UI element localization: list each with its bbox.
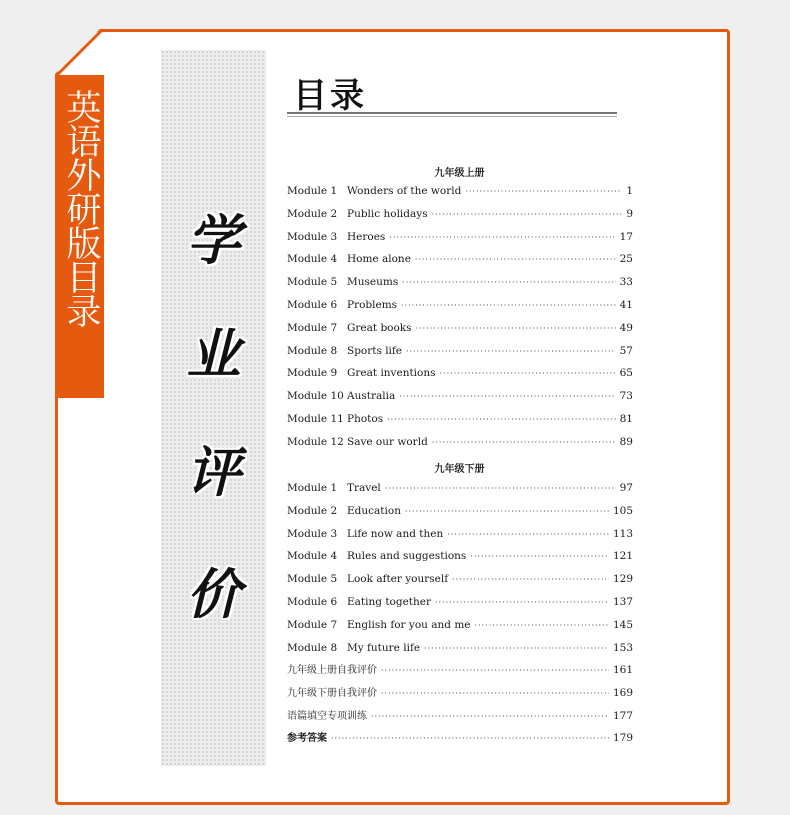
toc-entry-leader <box>406 344 616 360</box>
toc-entry[interactable] <box>287 365 633 381</box>
toc-entry-module: Module 3 <box>287 230 338 243</box>
toc-entry-module: Module 2 <box>287 504 338 517</box>
decorative-char-3: 评 <box>186 440 241 504</box>
toc-entry-title: Save our world <box>347 435 428 448</box>
toc-entry-page: 49 <box>619 321 633 334</box>
toc-entry[interactable] <box>287 434 633 450</box>
toc-entry[interactable] <box>287 183 633 199</box>
toc-entry-title: Home alone <box>347 253 411 266</box>
toc-entry-page: 17 <box>619 230 633 243</box>
toc-entry[interactable] <box>287 411 633 427</box>
toc-entry[interactable] <box>287 274 633 290</box>
toc-entry-title: Public holidays <box>347 207 428 220</box>
title-rule-thin <box>287 116 617 117</box>
toc-entry-title: Museums <box>347 276 399 289</box>
toc-entry-module: Module 4 <box>287 550 338 563</box>
toc-entry-module: Module 2 <box>287 207 338 220</box>
toc-entry-leader <box>432 207 623 223</box>
toc-entry-leader <box>405 504 609 520</box>
toc-entry-title: Great inventions <box>347 367 436 380</box>
toc-entry[interactable] <box>287 320 633 336</box>
toc-entry-page: 1 <box>626 185 633 197</box>
toc-entry-page: 179 <box>612 732 633 745</box>
toc-entry-leader <box>470 549 609 565</box>
toc-entry[interactable] <box>287 343 633 359</box>
toc-entry-title: Heroes <box>347 230 386 243</box>
toc-entry-leader <box>465 184 622 200</box>
toc-entry-page: 153 <box>612 641 633 654</box>
page-title: 目录 <box>293 76 367 116</box>
toc-entry[interactable] <box>287 526 633 542</box>
toc-entry[interactable] <box>287 548 633 564</box>
toc-entry-module: Module 9 <box>287 367 338 380</box>
toc-entry-title: Life now and then <box>347 527 444 540</box>
side-tab-label: 英语外研版目录 <box>61 89 101 327</box>
toc-entry-module: Module 3 <box>287 527 338 540</box>
toc-entry-page: 81 <box>619 413 633 425</box>
toc-entry-title: Sports life <box>347 344 403 357</box>
toc-entry-leader <box>415 252 616 268</box>
toc-entry-title: My future life <box>347 641 421 654</box>
toc-entry-leader <box>432 435 616 451</box>
toc-entry-title: 九年级下册自我评价 <box>287 687 377 699</box>
toc-entry-module: Module 4 <box>287 253 338 266</box>
toc-entry[interactable] <box>287 503 633 519</box>
decorative-strip <box>161 50 266 766</box>
toc-entry-title: English for you and me <box>347 618 471 631</box>
toc-entry-page: 129 <box>612 573 633 586</box>
toc-entry[interactable] <box>287 229 633 245</box>
toc-entry-module: Module 7 <box>287 321 338 334</box>
toc-entry-leader <box>447 527 609 543</box>
toc-entry-title: Travel <box>347 482 381 494</box>
toc-entry-leader <box>371 709 609 725</box>
toc-entry-leader <box>440 366 616 382</box>
toc-entry-page: 113 <box>612 527 633 540</box>
toc-entry-leader <box>435 595 609 611</box>
toc-entry-page: 65 <box>619 367 633 380</box>
section-heading-upper: 九年级上册 <box>434 168 485 179</box>
toc-entry-leader <box>381 686 609 702</box>
toc-entry[interactable] <box>287 730 633 746</box>
toc-entry[interactable] <box>287 480 633 496</box>
toc-entry-page: 121 <box>612 550 633 563</box>
toc-entry-title: Wonders of the world <box>347 185 462 197</box>
toc-entry-module: Module 12 <box>287 435 344 448</box>
toc-entry-leader <box>416 321 616 337</box>
toc-entry-leader <box>424 641 609 657</box>
toc-entry-title: Rules and suggestions <box>347 550 467 563</box>
toc-entry-page: 57 <box>619 344 633 357</box>
toc-entry-leader <box>399 389 615 405</box>
toc-entry-page: 73 <box>619 390 633 403</box>
toc-entry-module: Module 6 <box>287 596 338 608</box>
toc-entry-page: 169 <box>612 686 633 699</box>
toc-entry[interactable] <box>287 571 633 587</box>
toc-entry-module: Module 8 <box>287 344 338 357</box>
toc-entry-leader <box>331 731 609 747</box>
toc-entry[interactable] <box>287 708 633 724</box>
toc-entry-page: 161 <box>612 664 633 676</box>
toc-entry-title: Education <box>347 504 401 517</box>
toc-entry-leader <box>385 481 616 497</box>
toc-entry-page: 97 <box>619 482 633 494</box>
toc-entry-module: Module 6 <box>287 299 338 311</box>
toc-entry-leader <box>452 572 609 588</box>
toc-entry-page: 137 <box>612 596 633 608</box>
toc-entry-page: 145 <box>612 618 633 631</box>
toc-entry-page: 105 <box>612 504 633 517</box>
toc-entry-title: 语篇填空专项训练 <box>287 710 367 722</box>
toc-entry-module: Module 11 <box>287 413 344 425</box>
toc-entry[interactable] <box>287 206 633 222</box>
toc-entry-page: 177 <box>612 709 633 722</box>
section-heading-lower: 九年级下册 <box>434 464 485 475</box>
toc-entry[interactable] <box>287 388 633 404</box>
toc-entry[interactable] <box>287 251 633 267</box>
decorative-char-1: 学 <box>186 208 241 272</box>
toc-entry[interactable] <box>287 297 633 313</box>
toc-entry-title: 参考答案 <box>287 733 327 745</box>
toc-entry-title: Photos <box>347 413 384 425</box>
toc-entry-module: Module 10 <box>287 390 344 403</box>
toc-entry-page: 41 <box>619 299 633 311</box>
decorative-char-4: 价 <box>186 562 241 626</box>
decorative-char-2: 业 <box>186 322 241 386</box>
toc-entry-leader <box>402 275 615 291</box>
toc-entry-page: 89 <box>619 435 633 448</box>
toc-entry-title: 九年级上册自我评价 <box>287 665 377 676</box>
toc-entry-module: Module 5 <box>287 276 338 289</box>
toc-entry[interactable] <box>287 640 633 656</box>
toc-entry-leader <box>381 663 609 679</box>
toc-entry-leader <box>387 412 616 428</box>
toc-entry[interactable] <box>287 685 633 701</box>
toc-entry-page: 9 <box>626 207 633 220</box>
toc-entry-title: Great books <box>347 321 412 334</box>
toc-entry-module: Module 5 <box>287 573 338 586</box>
toc-entry-leader <box>475 618 609 634</box>
toc-entry-module: Module 7 <box>287 618 338 631</box>
toc-entry-title: Australia <box>347 390 396 403</box>
toc-entry-leader <box>389 230 615 246</box>
toc-entry-title: Look after yourself <box>347 573 449 586</box>
title-rule <box>287 112 617 114</box>
toc-entry-module: Module 1 <box>287 185 338 197</box>
toc-entry-module: Module 8 <box>287 641 338 654</box>
toc-entry-title: Eating together <box>347 596 432 608</box>
toc-entry[interactable] <box>287 617 633 633</box>
side-tab <box>57 75 104 398</box>
toc-entry[interactable] <box>287 662 633 678</box>
toc-entry-module: Module 1 <box>287 482 338 494</box>
toc-entry[interactable] <box>287 594 633 610</box>
toc-entry-title: Problems <box>347 299 398 311</box>
toc-entry-leader <box>401 298 616 314</box>
toc-entry-page: 25 <box>619 253 633 266</box>
toc-entry-page: 33 <box>619 276 633 289</box>
